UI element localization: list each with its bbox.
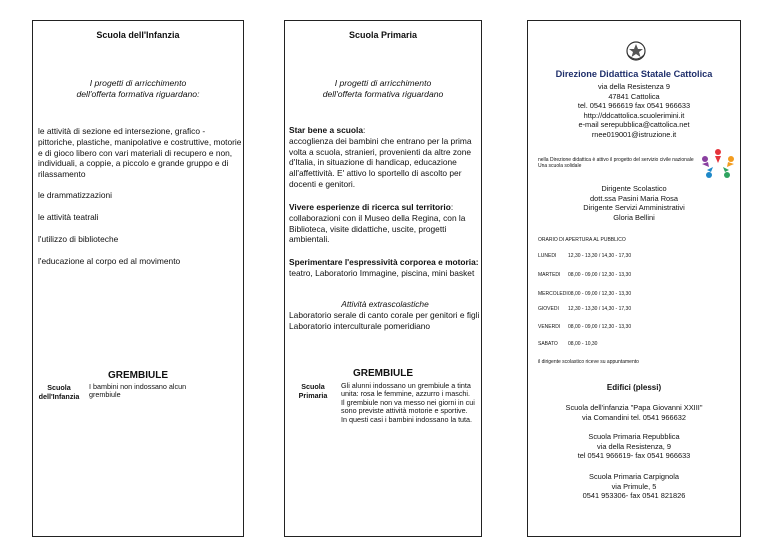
orario-row: SABATO 08,00 - 10,30 xyxy=(538,341,598,347)
panel-infanzia xyxy=(32,20,244,537)
list-item: le drammatizzazioni xyxy=(38,190,113,200)
section-ricerca-territorio: Vivere esperienze di ricerca sul territorio: collaborazioni con il Museo della Regina, con la Biblioteca, visite didattiche, uscite, progetti ambientali. xyxy=(289,202,466,245)
emblem-icon xyxy=(625,39,647,63)
panel-title: Scuola Primaria xyxy=(348,30,418,40)
progetto-servizio-civile: nella Direzione didattica è attivo il progetto del servizio civile nazionale Una scuola solidale xyxy=(538,157,694,169)
intro-text: I progetti di arricchimento dell'offerta formativa riguardano xyxy=(322,78,444,99)
orario-note: il dirigente scolastico riceve su appuntamento xyxy=(538,359,639,365)
section-extrascolastiche: Attività extrascolastiche Laboratorio serale di canto corale per genitori e figli Laboratorio interculturale pomeridiano xyxy=(289,299,480,331)
edifici-title: Edifici (plessi) xyxy=(606,383,662,392)
list-item: l'utilizzo di biblioteche xyxy=(38,234,119,244)
orario-row: VENERDI 08,00 - 09,00 / 12,30 - 13,30 xyxy=(538,324,632,330)
direzione-title: Direzione Didattica Statale Cattolica xyxy=(555,69,713,79)
panel-title: Scuola dell'Infanzia xyxy=(96,30,180,40)
orario-row: LUNEDI 12,30 - 13,30 / 14,30 - 17,30 xyxy=(538,253,632,259)
orario-title: ORARIO DI APERTURA AL PUBBLICO xyxy=(538,237,626,243)
orario-row: MERCOLEDI08,00 - 09,00 / 12,30 - 13,30 xyxy=(538,291,632,297)
direzione-contacts: via della Resistenza 9 47841 Cattolica tel. 0541 966619 fax 0541 966633 http://ddcattolica.scuolerimini.it e-mail serepubblica@cattolica.net rnee019001@istruzione.it xyxy=(577,82,691,139)
panel-primaria xyxy=(284,20,482,537)
servizio-civile-logo-icon xyxy=(698,146,738,182)
dirigenti: Dirigente Scolastico dott.ssa Pasini Maria Rosa Dirigente Servizi Amministrativi Gloria Bellini xyxy=(583,184,685,222)
list-item: le attività teatrali xyxy=(38,212,99,222)
panel-direzione xyxy=(527,20,741,537)
grembiule-text: I bambini non indossano alcun grembiule xyxy=(89,382,187,400)
edificio-carpignola: Scuola Primaria Carpignola via Primule, 5 0541 953306- fax 0541 821826 xyxy=(582,472,686,501)
orario-row: GIOVEDI 12,30 - 13,30 / 14,30 - 17,30 xyxy=(538,306,632,312)
section-espressivita: Sperimentare l'espressività corporea e motoria: teatro, Laboratorio Immagine, piscina, mini basket xyxy=(289,257,479,278)
grembiule-text: Gli alunni indossano un grembiule a tinta unita: rosa le femmine, azzurro i maschi. Il grembiule non va messo nei giorni in cui sono previste attività motorie e sportive. In questi casi i bambini indossano la tuta. xyxy=(341,381,475,424)
orario-row: MARTEDI 08,00 - 09,00 / 12,30 - 13,30 xyxy=(538,272,632,278)
list-item: l'educazione al corpo ed al movimento xyxy=(38,256,181,266)
grembiule-label: Scuola Primaria xyxy=(298,382,328,400)
edificio-infanzia: Scuola dell'infanzia "Papa Giovanni XXIII" via Comandini tel. 0541 966632 xyxy=(565,403,703,422)
edificio-repubblica: Scuola Primaria Repubblica via della Resistenza, 9 tel 0541 966619- fax 0541 966633 xyxy=(577,432,691,461)
intro-text: I progetti di arricchimento dell'offerta formativa riguardano: xyxy=(76,78,200,99)
list-item: le attività di sezione ed intersezione, grafico - pittoriche, plastiche, manipolative e costruttive, motorie e di gioco libero con vari materiali di recupero e non, individuali, a coppie, a piccolo e grande gruppo e di rilassamento xyxy=(38,126,242,180)
grembiule-label: Scuola dell'Infanzia xyxy=(38,383,80,401)
grembiule-title: GREMBIULE xyxy=(108,370,168,381)
grembiule-title: GREMBIULE xyxy=(353,368,413,379)
section-star-bene: Star bene a scuola: accoglienza dei bambini che entrano per la prima volta a scuola, stranieri, provenienti da altre zone d'Italia, in situazione di handicap, educazione all'affettività. E' attivo lo sportello di ascolto per docenti e genitori. xyxy=(289,125,472,189)
